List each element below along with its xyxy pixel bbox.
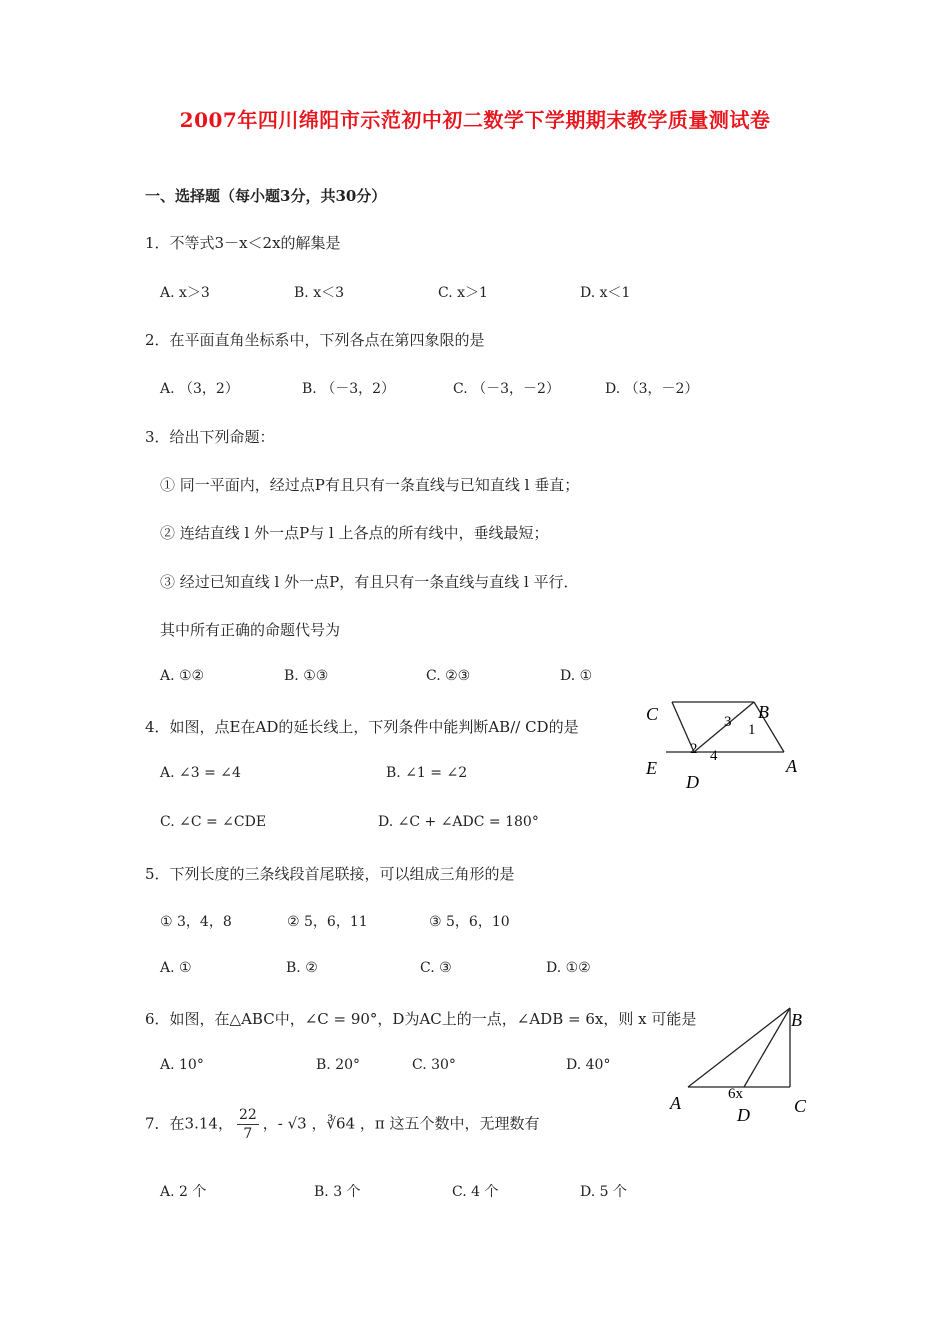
q6-option-c: C. 30° bbox=[412, 1057, 456, 1073]
label-c: C bbox=[794, 1096, 807, 1116]
q1-option-c: C. x＞1 bbox=[438, 285, 488, 301]
angle-1: 1 bbox=[748, 722, 756, 738]
question-5-stem: 5．下列长度的三条线段首尾联接，可以组成三角形的是 bbox=[145, 865, 515, 883]
q5-option-b: B. ② bbox=[286, 960, 318, 976]
question-7-stem bbox=[145, 1106, 540, 1143]
q3-option-d: D. ① bbox=[560, 668, 593, 684]
figure-q6-triangle bbox=[662, 1000, 822, 1130]
q3-proposition-3: ③ 经过已知直线 l 外一点P，有且只有一条直线与直线 l 平行． bbox=[160, 573, 579, 591]
q1-option-a: A. x＞3 bbox=[160, 285, 210, 301]
label-b: B bbox=[758, 702, 769, 722]
q3-proposition-1: ① 同一平面内，经过点P有且只有一条直线与已知直线 l 垂直； bbox=[160, 476, 580, 494]
q7-option-d: D. 5 个 bbox=[580, 1184, 627, 1200]
segment-db bbox=[744, 1008, 790, 1087]
label-c: C bbox=[646, 704, 659, 724]
label-b: B bbox=[791, 1010, 802, 1030]
q3-question: 其中所有正确的命题代号为 bbox=[160, 621, 341, 639]
page-title: 2007年四川绵阳市示范初中初二数学下学期期末教学质量测试卷 bbox=[179, 108, 771, 132]
label-e: E bbox=[646, 758, 657, 778]
q3-proposition-2: ② 连结直线 l 外一点P与 l 上各点的所有线中，垂线最短； bbox=[160, 524, 549, 542]
q5-option-a: A. ① bbox=[160, 960, 192, 976]
q7-prefix: 7．在3.14， bbox=[145, 1114, 233, 1133]
angle-6x: 6x bbox=[728, 1086, 743, 1102]
q5-group-1: ① 3，4，8 bbox=[160, 914, 232, 930]
q3-option-b: B. ①③ bbox=[284, 668, 329, 684]
q4-option-b: B. ∠1 = ∠2 bbox=[386, 765, 468, 781]
q1-option-b: B. x＜3 bbox=[294, 285, 344, 301]
q5-group-3: ③ 5，6，10 bbox=[429, 914, 510, 930]
question-1-stem: 1．不等式3－x＜2x的解集是 bbox=[145, 234, 341, 252]
q6-option-d: D. 40° bbox=[566, 1057, 611, 1073]
fraction-denominator: 7 bbox=[243, 1126, 253, 1142]
q6-option-a: A. 10° bbox=[160, 1057, 204, 1073]
q3-option-c: C. ②③ bbox=[426, 668, 471, 684]
q5-group-2: ② 5，6，11 bbox=[287, 914, 368, 930]
q4-option-d: D. ∠C + ∠ADC = 180° bbox=[378, 814, 539, 830]
q2-option-c: C. （－3，－2） bbox=[453, 381, 560, 397]
q5-option-d: D. ①② bbox=[546, 960, 591, 976]
q1-option-d: D. x＜1 bbox=[580, 285, 631, 301]
label-d: D bbox=[737, 1105, 750, 1125]
angle-3: 3 bbox=[724, 714, 732, 730]
label-a: A bbox=[670, 1093, 681, 1113]
q5-option-c: C. ③ bbox=[420, 960, 452, 976]
q7-rest: ，- √3 ，∛64 ，π 这五个数中，无理数有 bbox=[262, 1114, 540, 1133]
q4-option-a: A. ∠3 = ∠4 bbox=[160, 765, 241, 781]
figure-q4-parallelogram bbox=[630, 690, 820, 800]
q3-option-a: A. ①② bbox=[160, 668, 205, 684]
q7-option-a: A. 2 个 bbox=[160, 1184, 207, 1200]
label-d: D bbox=[686, 772, 699, 792]
question-6-stem: 6．如图，在△ABC中，∠C = 90°，D为AC上的一点，∠ADB = 6x，则 x 可能是 bbox=[145, 1010, 697, 1028]
question-2-stem: 2．在平面直角坐标系中，下列各点在第四象限的是 bbox=[145, 331, 485, 349]
section-heading: 一、选择题（每小题3分，共30分） bbox=[145, 187, 387, 205]
question-3-stem: 3．给出下列命题： bbox=[145, 428, 275, 446]
fraction-numerator: 22 bbox=[238, 1107, 257, 1123]
q7-option-c: C. 4 个 bbox=[452, 1184, 499, 1200]
label-a: A bbox=[786, 756, 797, 776]
angle-4: 4 bbox=[710, 748, 718, 764]
question-4-stem: 4．如图，点E在AD的延长线上，下列条件中能判断AB// CD的是 bbox=[145, 718, 579, 736]
q2-option-b: B. （－3，2） bbox=[302, 381, 396, 397]
segment-ab bbox=[688, 1008, 790, 1087]
fraction-22-7 bbox=[237, 1106, 259, 1143]
q6-option-b: B. 20° bbox=[316, 1057, 361, 1073]
q4-option-c: C. ∠C = ∠CDE bbox=[160, 814, 267, 830]
q2-option-a: A. （3，2） bbox=[160, 381, 239, 397]
q7-option-b: B. 3 个 bbox=[314, 1184, 361, 1200]
angle-2: 2 bbox=[690, 741, 698, 757]
q2-option-d: D. （3，－2） bbox=[605, 381, 699, 397]
